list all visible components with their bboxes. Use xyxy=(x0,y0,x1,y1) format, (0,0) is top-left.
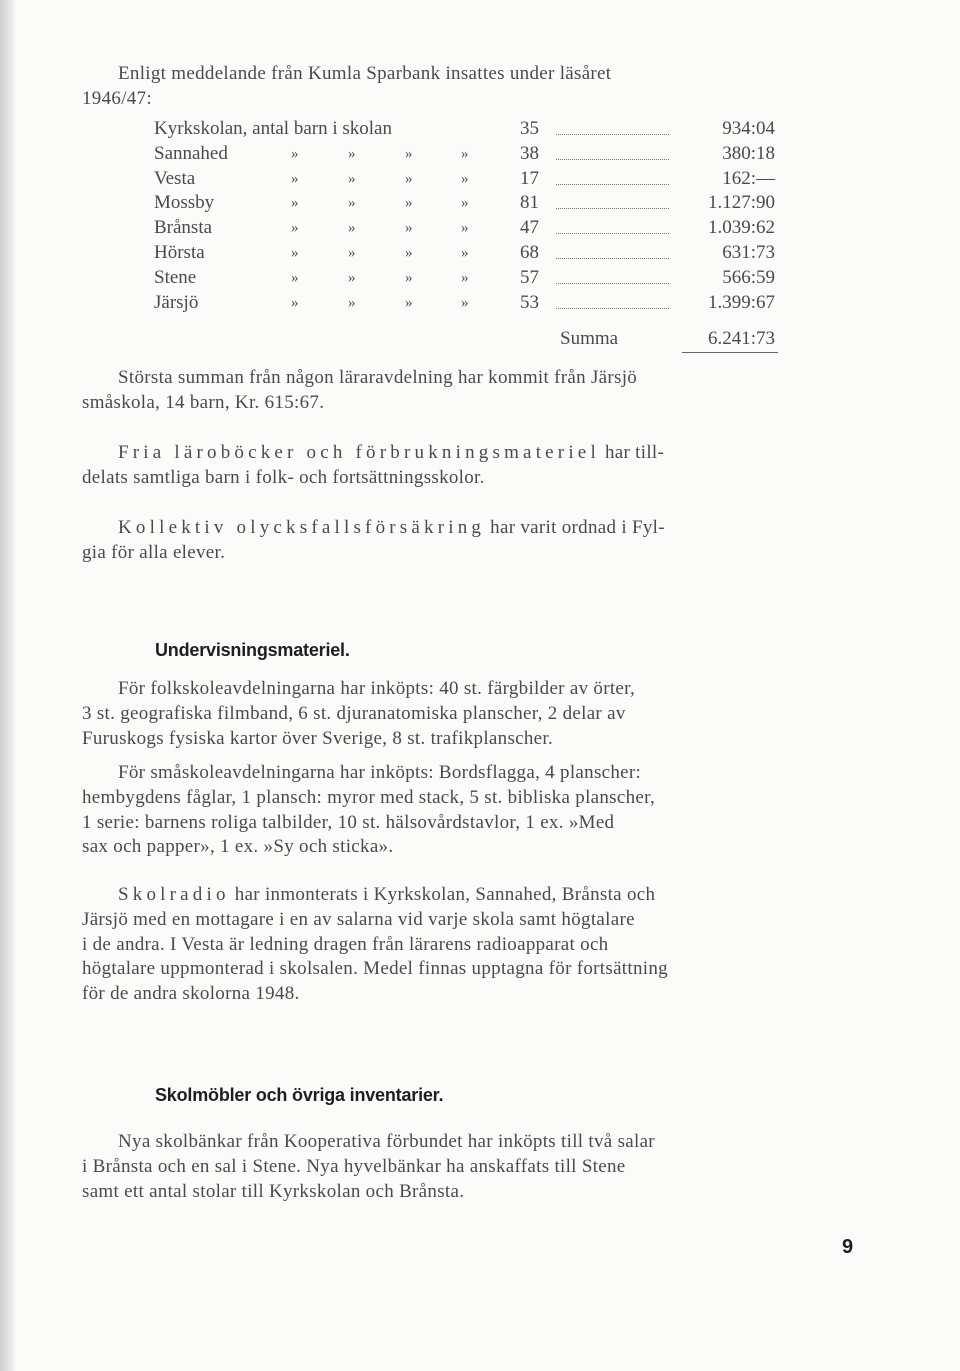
summa-rule xyxy=(682,352,778,353)
ditto-mark: » xyxy=(348,245,356,261)
insurance-line-2: gia för alla elever. xyxy=(82,541,226,563)
ditto-mark: » xyxy=(291,220,299,237)
furniture-paragraph xyxy=(82,1130,862,1204)
table-row xyxy=(0,242,960,267)
ditto-mark: » xyxy=(405,269,413,286)
table-row xyxy=(0,217,960,242)
table-row xyxy=(0,192,960,217)
dot-leader xyxy=(556,159,669,160)
radio-line: Järsjö med en mottagare i en av salarna vid varje skola samt högtalare xyxy=(82,908,635,930)
radio-line: för de andra skolorna 1948. xyxy=(82,983,300,1005)
dot-leader xyxy=(556,208,669,209)
ditto-mark: » xyxy=(348,145,356,162)
pupil-count: 53 xyxy=(520,291,539,313)
ditto-mark: » xyxy=(405,294,413,311)
ditto-mark: » xyxy=(348,220,356,237)
pupil-count: 68 xyxy=(520,242,539,263)
ditto-mark: » xyxy=(461,220,469,237)
ditto-mark: » xyxy=(405,245,413,261)
ditto-mark: » xyxy=(348,269,356,286)
largest-sum-line-2: småskola, 14 barn, Kr. 615:67. xyxy=(82,391,325,413)
insurance-line-1 xyxy=(82,516,862,541)
material-small-line: sax och papper», 1 ex. »Sy och sticka». xyxy=(82,836,394,858)
ditto-mark: » xyxy=(461,294,469,311)
dot-leader xyxy=(556,184,669,185)
free-books-line-1 xyxy=(82,441,862,466)
page-number: 9 xyxy=(842,1236,854,1258)
ditto-mark: » xyxy=(405,145,413,162)
pupil-count: 47 xyxy=(520,217,539,239)
deposit-amount: 380:18 xyxy=(722,142,775,164)
ditto-mark: » xyxy=(291,170,299,187)
ditto-mark: » xyxy=(291,269,299,286)
school-name: Vesta xyxy=(154,167,196,189)
free-books-paragraph xyxy=(82,441,862,491)
ditto-mark: » xyxy=(461,269,469,286)
deposit-amount: 566:59 xyxy=(722,266,775,288)
pupil-count: 57 xyxy=(520,266,539,288)
school-name: Mossby xyxy=(154,192,215,214)
furniture-line: samt ett antal stolar till Kyrkskolan och Brånsta. xyxy=(82,1180,465,1202)
intro-line-1: Enligt meddelande från Kumla Sparbank insattes under läsåret xyxy=(118,63,612,84)
insurance-spaced: Kollektiv olycksfallsförsäkring xyxy=(118,517,486,538)
school-name: Stene xyxy=(154,266,197,288)
insurance-rest: har varit ordnad i Fyl- xyxy=(485,517,665,538)
radio-paragraph xyxy=(82,883,862,1007)
ditto-mark: » xyxy=(405,170,413,187)
ditto-mark: » xyxy=(461,145,469,162)
material-small-line: 1 serie: barnens roliga talbilder, 10 st. hälsovårdstavlor, 1 ex. »Med xyxy=(82,811,615,833)
table-row xyxy=(0,292,960,317)
dot-leader xyxy=(556,258,669,259)
table-row xyxy=(0,267,960,292)
ditto-mark: » xyxy=(348,294,356,311)
material-folk-line: Furuskogs fysiska kartor över Sverige, 8 st. trafikplanscher. xyxy=(82,727,554,749)
heading-teaching-material: Undervisningsmateriel. xyxy=(155,640,350,660)
summa-value: 6.241:73 xyxy=(707,328,775,349)
material-folk-paragraph xyxy=(82,677,862,751)
summa-label: Summa xyxy=(560,328,619,349)
largest-sum-line-1: Största summan från någon lärаravdelning har kommit från Järsjö xyxy=(118,367,638,388)
dot-leader xyxy=(556,233,669,234)
material-folk-line: För folkskoleavdelningarna har inköpts: 40 st. färgbilder av örter, xyxy=(118,678,636,699)
pupil-count: 17 xyxy=(520,167,539,189)
material-small-line: För småskoleavdelningarna har inköpts: Bordsflagga, 4 planscher: xyxy=(118,762,642,783)
intro-paragraph xyxy=(82,62,862,112)
free-books-rest: har till- xyxy=(599,442,665,463)
deposit-amount: 1.127:90 xyxy=(707,192,775,214)
dot-leader xyxy=(556,283,669,284)
school-name: Brånsta xyxy=(154,217,213,239)
pupil-count: 81 xyxy=(520,192,539,214)
ditto-mark: » xyxy=(348,170,356,187)
free-books-line-2: delats samtliga barn i folk- och fortsättningsskolor. xyxy=(82,466,485,488)
radio-line: i de andra. I Vesta är ledning dragen från lärarens radioapparat och xyxy=(82,933,609,955)
material-small-paragraph xyxy=(82,761,862,860)
ditto-mark: » xyxy=(291,195,299,212)
radio-spaced: Skolradio xyxy=(118,884,230,905)
radio-line-1 xyxy=(82,883,862,908)
deposit-amount: 631:73 xyxy=(722,242,775,263)
school-name: Hörsta xyxy=(154,242,205,263)
ditto-mark: » xyxy=(348,195,356,212)
pupil-count: 35 xyxy=(520,118,539,139)
ditto-mark: » xyxy=(405,220,413,237)
table-row xyxy=(0,143,960,168)
radio-rest: har inmonterats i Kyrkskolan, Sannahed, Brånsta och xyxy=(229,884,656,905)
ditto-mark: » xyxy=(405,195,413,212)
table-row xyxy=(0,118,960,143)
ditto-mark: » xyxy=(461,195,469,212)
school-name: Järsjö xyxy=(154,291,199,313)
pupil-count: 38 xyxy=(520,142,539,164)
radio-line: högtalare uppmonterad i skolsalen. Medel finnas upptagna för fortsättning xyxy=(82,958,668,980)
school-name: Sannahed xyxy=(154,142,228,164)
material-folk-line: 3 st. geografiska filmband, 6 st. djuranatomiska planscher, 2 delar av xyxy=(82,702,626,724)
ditto-mark: » xyxy=(461,245,469,261)
material-small-line: hembygdens fåglar, 1 plansch: myror med stack, 5 st. bibliska planscher, xyxy=(82,786,656,808)
ditto-mark: » xyxy=(291,245,299,261)
dot-leader xyxy=(556,134,669,135)
free-books-spaced: Fria läroböcker och förbrukningsmateriel xyxy=(118,442,600,463)
deposit-amount: 1.399:67 xyxy=(707,291,775,313)
ditto-mark: » xyxy=(291,145,299,162)
furniture-line: Nya skolbänkar från Kooperativa förbundet har inköpts till två salar xyxy=(118,1131,655,1152)
heading-furniture: Skolmöbler och övriga inventarier. xyxy=(155,1085,444,1105)
ditto-mark: » xyxy=(461,170,469,187)
deposit-amount: 934:04 xyxy=(722,118,775,139)
ditto-mark: » xyxy=(291,294,299,311)
dot-leader xyxy=(556,308,669,309)
largest-sum-paragraph xyxy=(82,366,862,416)
furniture-line: i Brånsta och en sal i Stene. Nya hyvelbänkar ha anskaffats till Stene xyxy=(82,1155,626,1177)
deposit-amount: 162:— xyxy=(722,167,775,189)
intro-line-2: 1946/47: xyxy=(82,87,152,109)
school-name: Kyrkskolan, antal barn i skolan xyxy=(154,118,392,139)
table-row xyxy=(0,168,960,193)
insurance-paragraph xyxy=(82,516,862,566)
deposit-amount: 1.039:62 xyxy=(707,217,775,239)
